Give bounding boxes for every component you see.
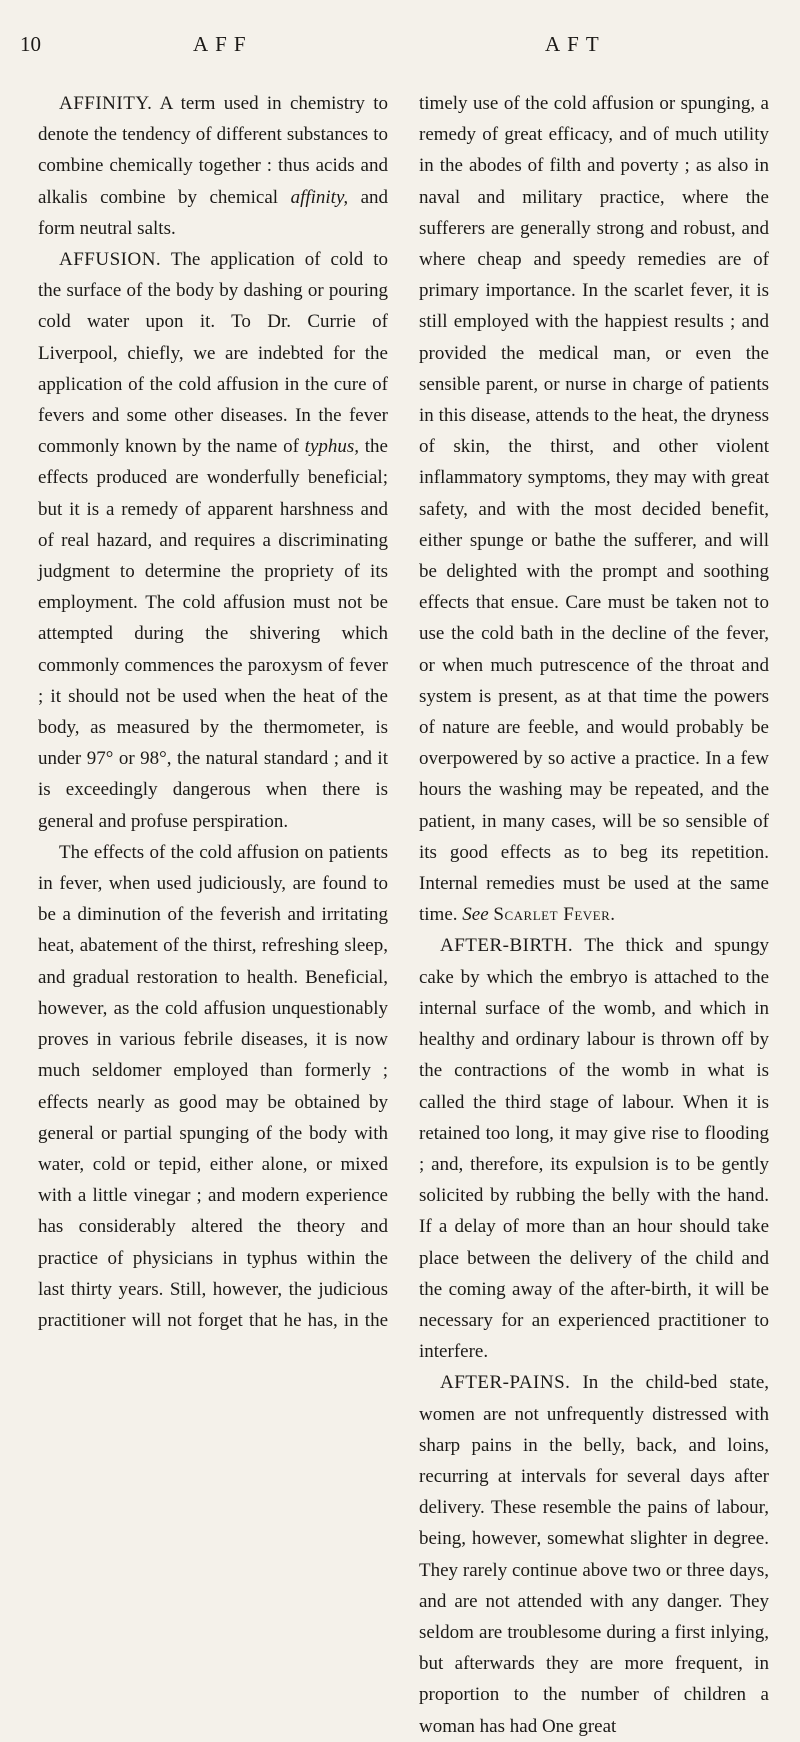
affinity-text-2: and form neutral salts. bbox=[38, 186, 389, 239]
page-number: 10 bbox=[20, 32, 41, 56]
affinity-text-1: A term used in chemistry to denote the tendency of different substances to combine chemically together : thus acids and alkalis combine by chemical bbox=[38, 93, 388, 208]
entry-head-affinity: AFFINITY. bbox=[59, 93, 153, 114]
affusion-paragraph-2-continued bbox=[419, 88, 769, 930]
right-column bbox=[419, 88, 769, 1742]
see-reference: See bbox=[462, 904, 489, 926]
entry-head-after-birth: AFTER-BIRTH. bbox=[440, 935, 574, 957]
affusion-para-2-text-continued: timely use of the cold affusion or spunging, a remedy of great efficacy, and of much utility in the abodes of filth and poverty ; as also in naval and military practice, where the sufferers are generally strong and robust, and where cheap and speedy remedies are of primary importance. In the scarlet fever, it is still employed with the happiest results ; and provided the medical man, or even the sensible parent, or nurse in charge of patients in this disease, attends to the heat, the dryness of skin, the thirst, and other violent inflammatory symptoms, they may with great safety, and with the most decided benefit, either spunge or bathe the sufferer, and will be delighted with the prompt and soothing effects that ensue. Care must be taken not to use the cold bath in the decline of the fever, or when much putrescence of the throat and system is present, as at that time the powers of nature are feeble, and would probably be overpowered by so active a practice. In a few hours the washing may be repeated, and the patient, in many cases, will be so sensible of its good effects as to beg its repetition. Internal remedies must be used at the same time. bbox=[419, 93, 769, 926]
entry-affinity bbox=[38, 88, 388, 244]
affusion-text-1: The application of cold to the surface of the body by dashing or pouring cold water upon it. To Dr. Currie of Liverpool, chiefly, we are indebted for the application of the cold affusion in the cure of fevers and some other diseases. In the fever commonly known by the name of bbox=[38, 249, 388, 458]
after-pains-text: In the child-bed state, women are not unfrequently distressed with sharp pains in the belly, back, and loins, recurring at intervals for several days after delivery. These resemble the pains of labour, being, however, somewhat slighter in degree. They rarely continue above two or three days, and are not attended with any danger. They seldom are troublesome during a first inlying, but afterwards they are more frequent, in proportion to the number of children a woman has had One great bbox=[419, 1372, 770, 1737]
entry-head-after-pains: AFTER-PAINS. bbox=[440, 1372, 571, 1394]
left-column bbox=[38, 88, 388, 1336]
affusion-paragraph-2 bbox=[38, 837, 388, 1336]
after-birth-text: The thick and spungy cake by which the embryo is attached to the internal surface of the womb, and which in healthy and ordinary labour is thrown off by the contractions of the womb in what is called the third stage of labour. When it is retained too long, it may give rise to flooding ; and, therefore, its expulsion is to be gently solicited by rubbing the belly with the hand. If a delay of more than an hour should take place between the delivery of the child and the coming away of the after-birth, it will be necessary for an experienced practitioner to interfere. bbox=[419, 935, 769, 1363]
affinity-term: affinity, bbox=[290, 186, 349, 208]
page-header bbox=[0, 32, 800, 62]
entry-after-birth bbox=[419, 930, 769, 1367]
entry-head-affusion: AFFUSION. bbox=[59, 249, 162, 271]
affusion-para-2-text: The effects of the cold affusion on patients in fever, when used judiciously, are found to be a diminution of the feverish and irritating heat, abatement of the thirst, refreshing sleep, and gradual restoration to health. Beneficial, however, as the cold affusion unquestionably proves in various febrile diseases, it is now much seldomer employed than formerly ; effects nearly as good may be obtained by general or partial spunging of the body with water, cold or tepid, either alone, or mixed with a little vinegar ; and modern experience has considerably altered the theory and practice of physicians in typhus within the last thirty years. Still, however, the judicious practitioner will not forget that he has, in the bbox=[38, 841, 388, 1331]
affusion-text-2: the effects produced are wonderfully beneficial; but it is a remedy of apparent harshness and of real hazard, and requires a discriminating judgment to determine the propriety of its employment. The cold affusion must not be attempted during the shivering which commonly commences the paroxysm of fever ; it should not be used when the heat of the body, as measured by the thermometer, is under 97° or 98°, the natural standard ; and it is exceedingly dangerous when there is general and profuse perspiration. bbox=[38, 436, 388, 832]
running-head-left: AFF bbox=[193, 32, 253, 56]
entry-after-pains bbox=[419, 1367, 769, 1741]
affusion-term: typhus, bbox=[304, 436, 360, 458]
entry-affusion bbox=[38, 244, 388, 837]
running-head-right: AFT bbox=[545, 32, 606, 56]
see-reference-target: Scarlet Fever. bbox=[493, 904, 616, 926]
